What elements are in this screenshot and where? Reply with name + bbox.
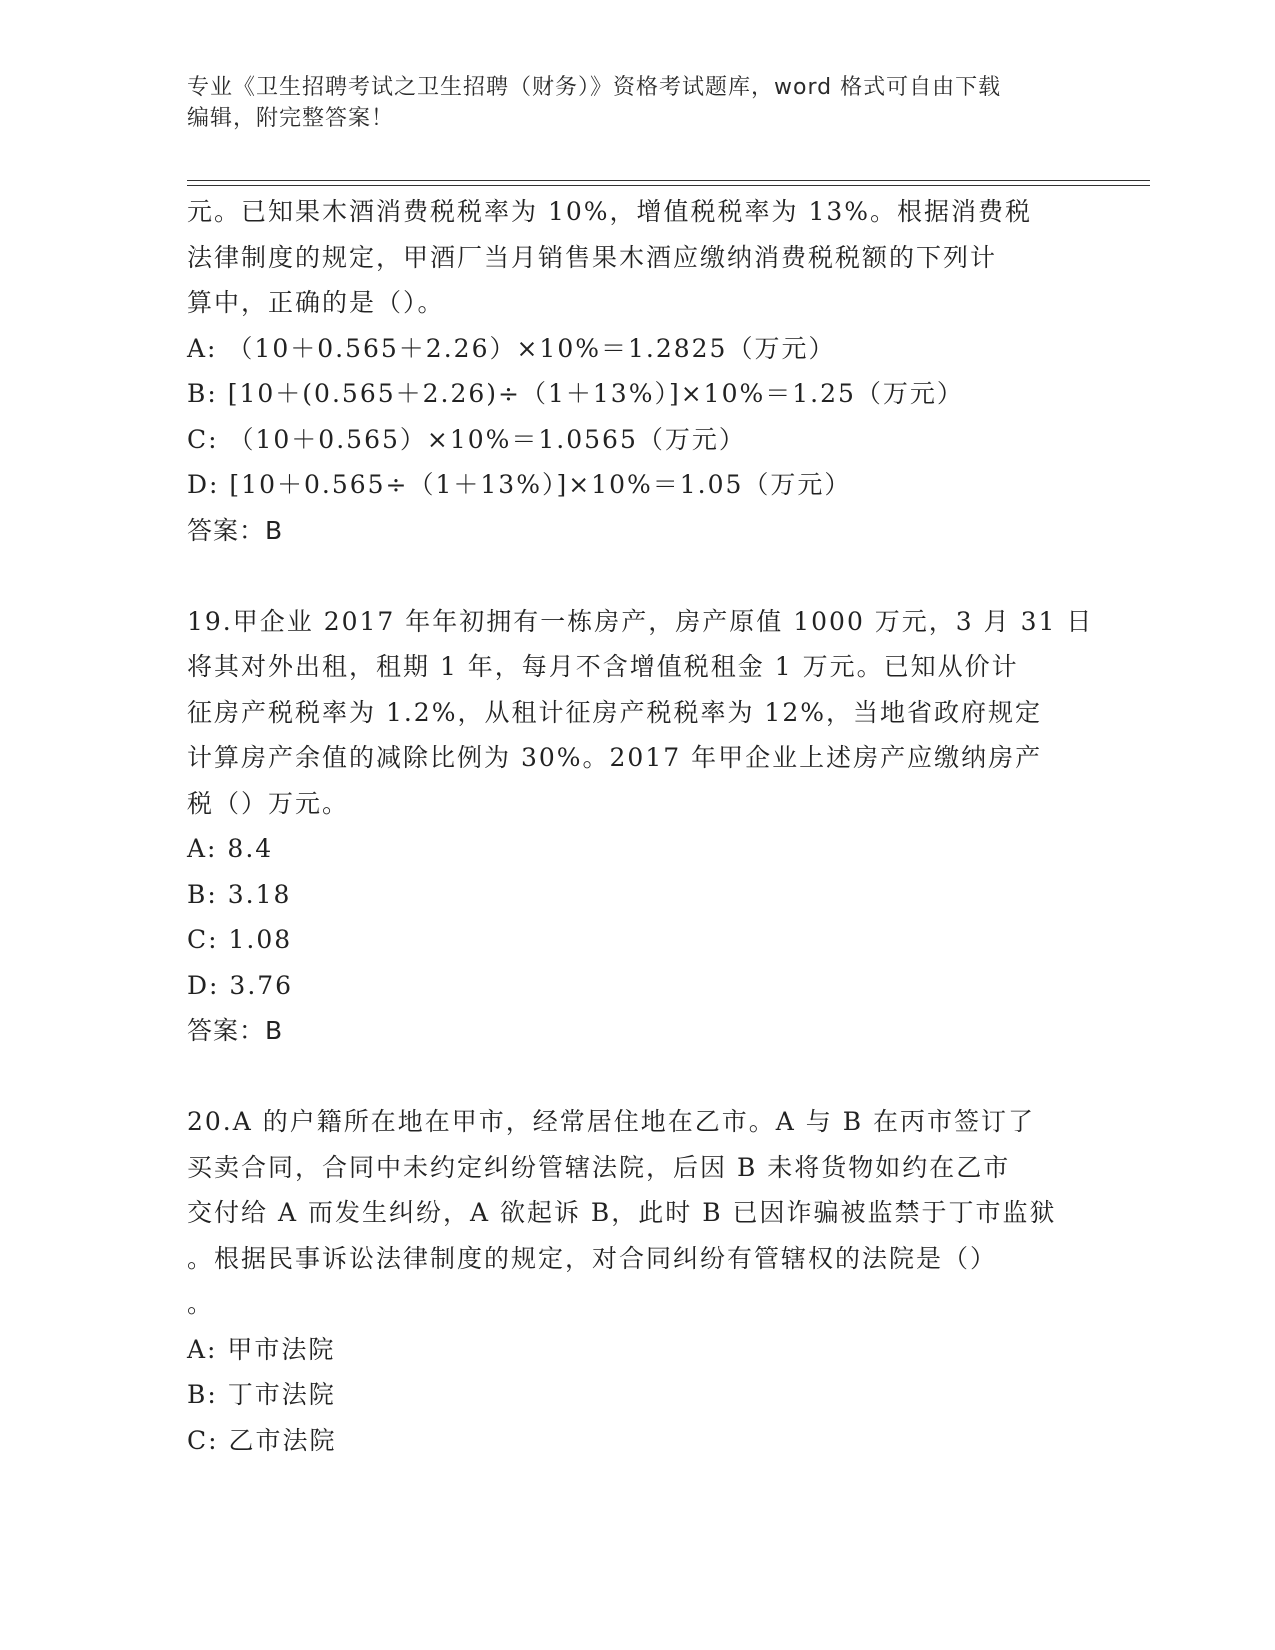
question-text-line: 税（）万元。 xyxy=(187,788,350,818)
header-line-2: 编辑，附完整答案！ xyxy=(187,106,395,131)
question-text-line: 计算房产余值的减除比例为 30%。2017 年甲企业上述房产应缴纳房产 xyxy=(187,743,1043,772)
question-text-line: 19.甲企业 2017 年年初拥有一栋房产，房产原值 1000 万元，3 月 31 日 xyxy=(187,606,1094,636)
document-header xyxy=(187,72,1087,134)
option-d: D: [10＋0.565÷（1＋13%）]×10%＝1.05（万元） xyxy=(187,470,852,499)
question-text-line: 。 xyxy=(187,1289,215,1318)
option-a: A: （10＋0.565＋2.26）×10%＝1.2825（万元） xyxy=(187,333,836,363)
question-19 xyxy=(187,599,1094,1054)
header-rule-top xyxy=(187,180,1150,181)
question-text-line: 算中，正确的是（）。 xyxy=(187,288,445,317)
spacer xyxy=(187,553,1087,599)
question-text-line: 买卖合同，合同中未约定纠纷管辖法院，后因 B 未将货物如约在乙市 xyxy=(187,1152,1011,1182)
question-18 xyxy=(187,189,1087,553)
option-d: D: 3.76 xyxy=(187,970,294,1000)
document-body xyxy=(187,189,1094,1463)
header-line-1: 专业《卫生招聘考试之卫生招聘（财务）》资格考试题库，word 格式可自由下载 xyxy=(187,75,1002,100)
option-b: B: 丁市法院 xyxy=(187,1380,336,1409)
question-text-line: 元。已知果木酒消费税税率为 10%，增值税税率为 13%。根据消费税 xyxy=(187,197,1033,226)
answer: 答案：B xyxy=(187,1016,284,1045)
option-a: A: 甲市法院 xyxy=(187,1334,336,1364)
question-text-line: 将其对外出租，租期 1 年，每月不含增值税租金 1 万元。已知从价计 xyxy=(187,652,1019,681)
spacer xyxy=(187,1054,1087,1100)
question-text-line: 法律制度的规定，甲酒厂当月销售果木酒应缴纳消费税税额的下列计 xyxy=(187,242,998,272)
option-a: A: 8.4 xyxy=(187,834,274,863)
option-c: C: 1.08 xyxy=(187,925,293,954)
question-20 xyxy=(187,1099,1087,1463)
question-text-line: 交付给 A 而发生纠纷，A 欲起诉 B，此时 B 已因诈骗被监禁于丁市监狱 xyxy=(187,1198,1057,1227)
header-rule-bottom xyxy=(187,185,1150,186)
option-c: C: 乙市法院 xyxy=(187,1425,337,1455)
question-text-line: 征房产税税率为 1.2%，从租计征房产税税率为 12%，当地省政府规定 xyxy=(187,697,1042,727)
question-text-line: 。根据民事诉讼法律制度的规定，对合同纠纷有管辖权的法院是（） xyxy=(187,1243,998,1273)
answer: 答案：B xyxy=(187,515,284,545)
question-text-line: 20.A 的户籍所在地在甲市，经常居住地在乙市。A 与 B 在丙市签订了 xyxy=(187,1107,1036,1136)
option-b: B: 3.18 xyxy=(187,879,292,909)
option-c: C: （10＋0.565）×10%＝1.0565（万元） xyxy=(187,424,746,454)
option-b: B: [10＋(0.565＋2.26)÷（1＋13%）]×10%＝1.25（万元） xyxy=(187,379,964,408)
